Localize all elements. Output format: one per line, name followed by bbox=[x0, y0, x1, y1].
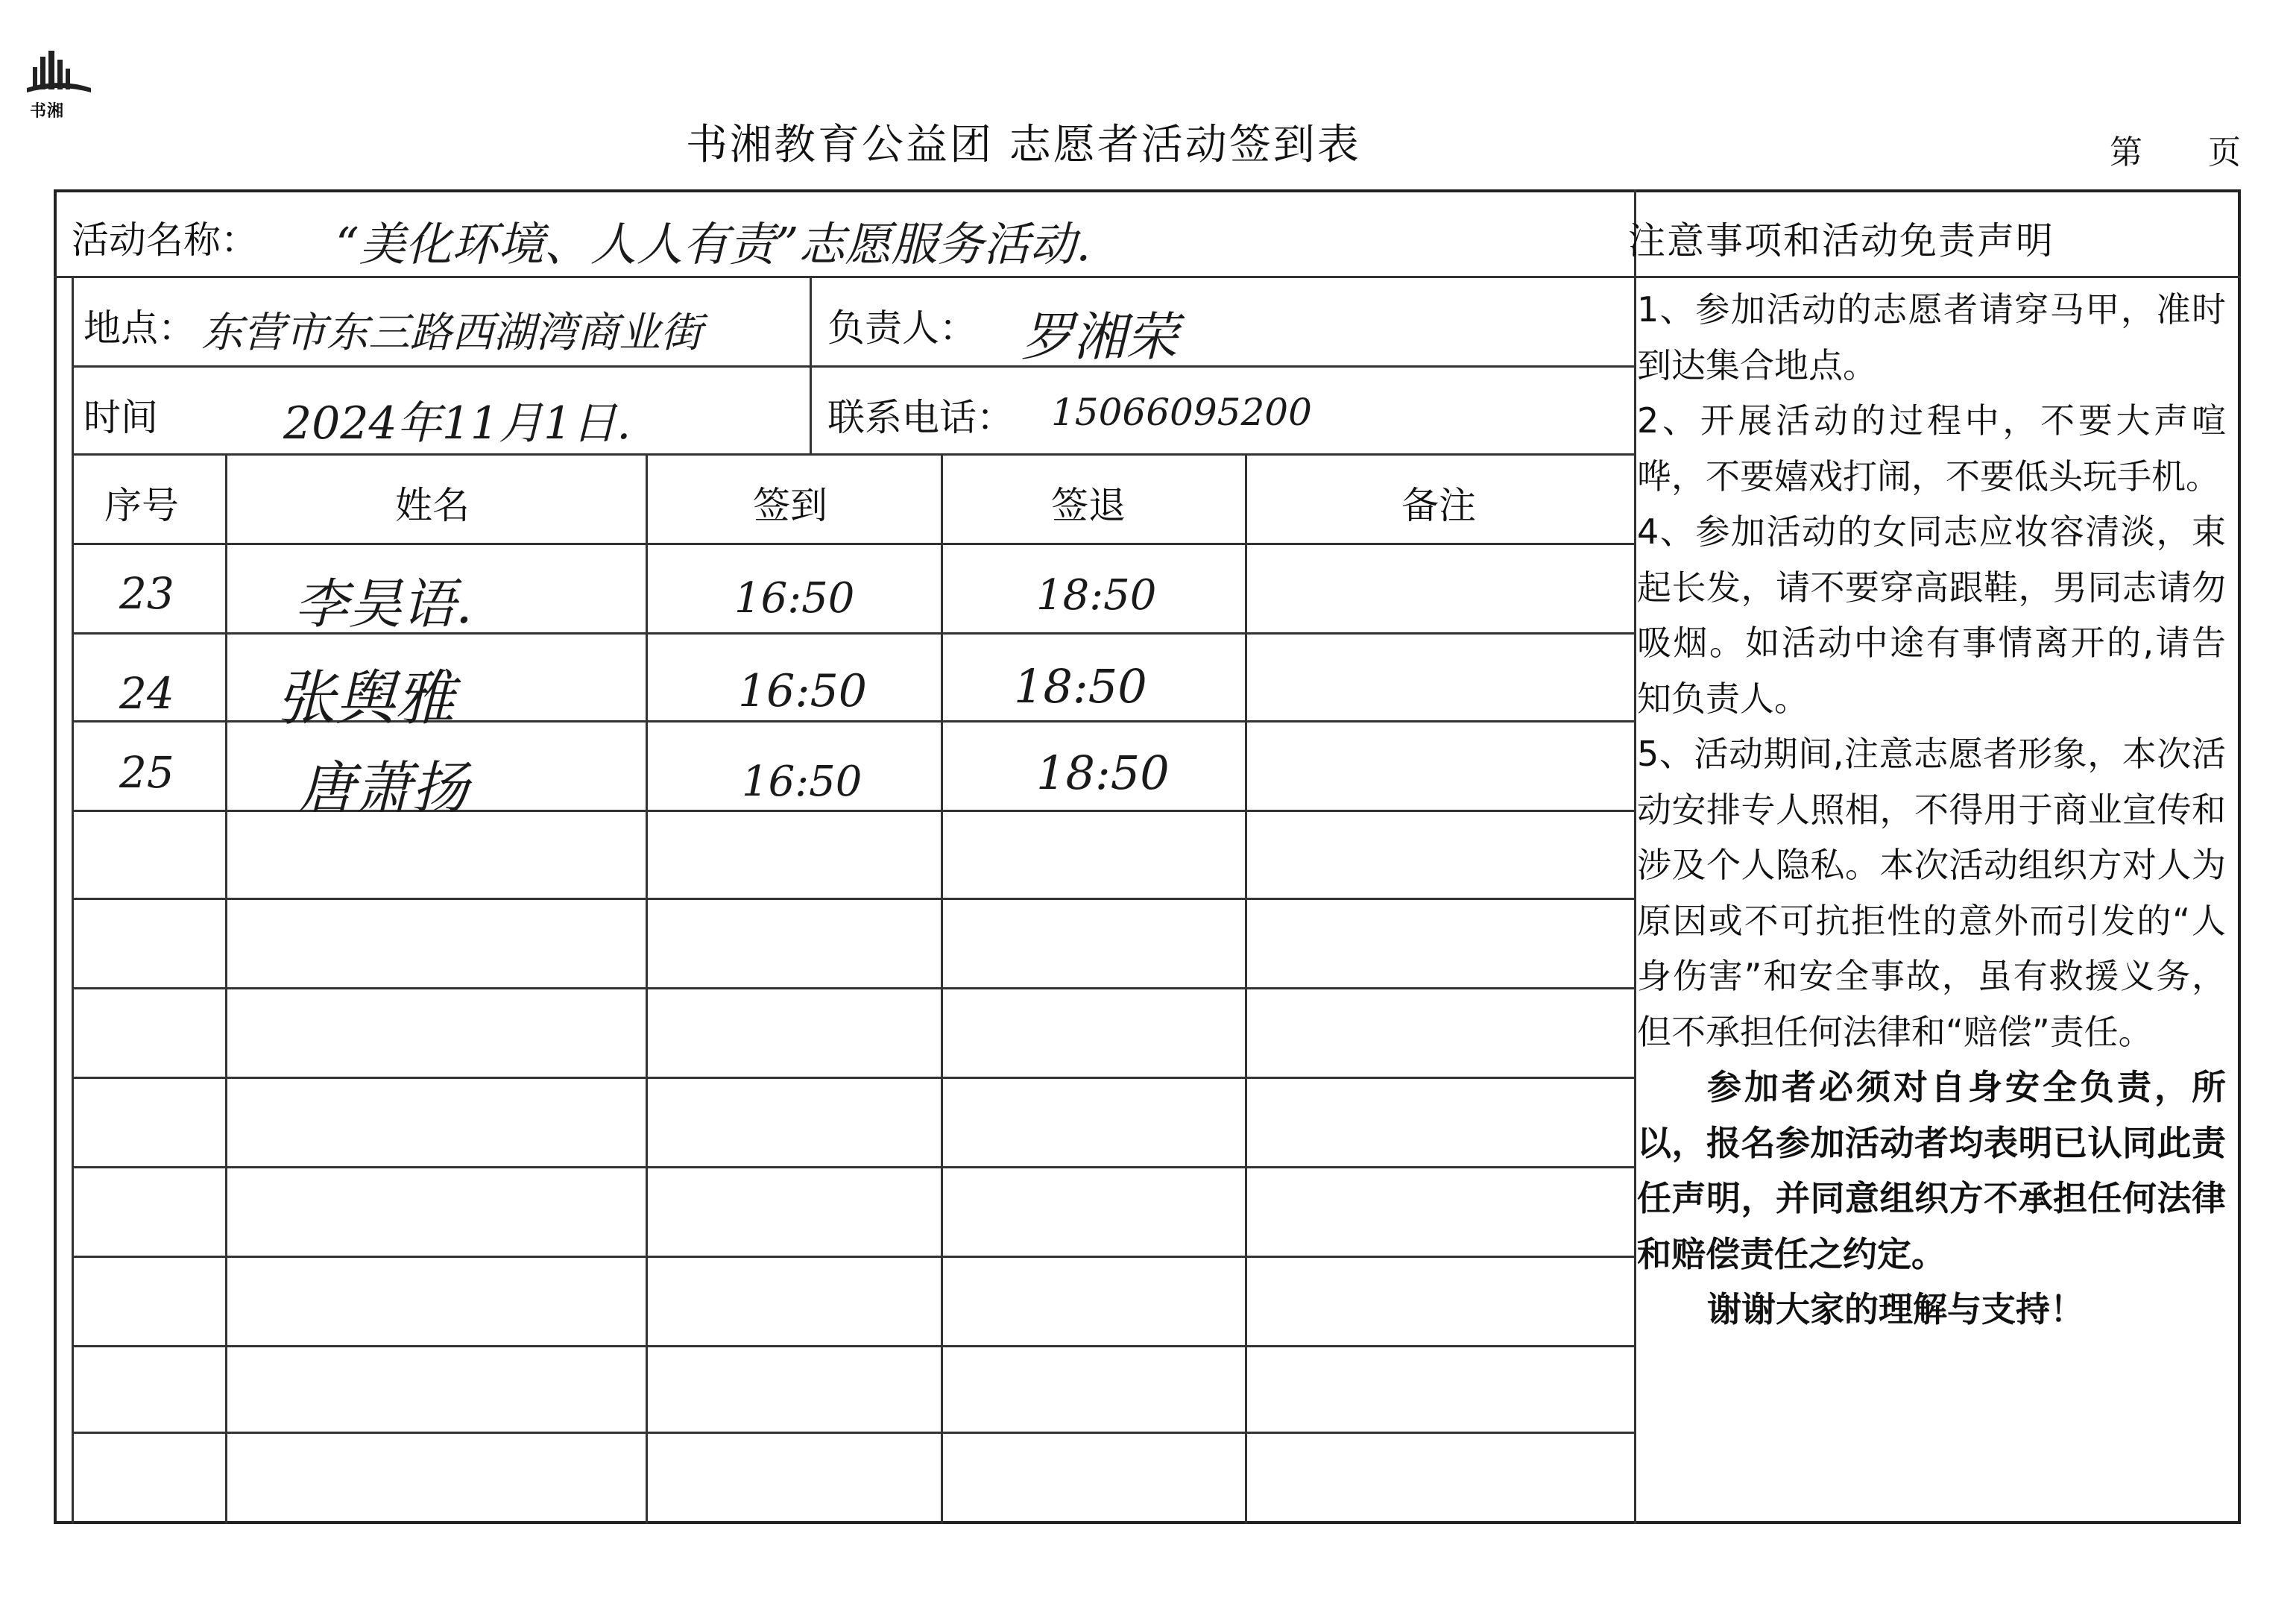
notice-title: 注意事项和活动免责声明 bbox=[1628, 219, 2054, 262]
location-value: 东营市东三路西湖湾商业街 bbox=[201, 309, 702, 357]
notice-divider bbox=[1634, 189, 1636, 1524]
location-label: 地点： bbox=[83, 306, 195, 350]
page-label-left: 第 bbox=[2110, 133, 2142, 171]
sheet-title: 书湘教育公益团 志愿者活动签到表 bbox=[686, 121, 1361, 169]
time-label: 时间 bbox=[83, 396, 158, 439]
activity-name-value: “美化环境、人人有责”志愿服务活动. bbox=[335, 217, 1091, 271]
info-line-3 bbox=[72, 453, 1636, 456]
info-line-1 bbox=[54, 276, 2241, 278]
notice-item-4: 4、参加活动的女同志应妆容清淡，束起长发，请不要穿高跟鞋，男同志请勿吸烟。如活动中途有事情离开的,请告知负责人。 bbox=[1637, 511, 2226, 719]
row-line bbox=[72, 1256, 1636, 1258]
notice-item-5: 5、活动期间,注意志愿者形象，本次活动安排专人照相，不得用于商业宣传和涉及个人隐私。本次活动组织方对人为原因或不可抗拒性的意外而引发的“人身伤害”和安全事故，虽有救援义务，但不承担任何法律和“赔偿”责任。 bbox=[1637, 734, 2226, 1052]
row-sign-out: 18:50 bbox=[1036, 571, 1157, 620]
activity-name-label: 活动名称： bbox=[72, 218, 258, 262]
notice-bold-statement: 参加者必须对自身安全负责，所以，报名参加活动者均表明已认同此责任声明，并同意组织方不承担任何法律和赔偿责任之约定。 bbox=[1637, 1067, 2226, 1274]
row-sign-out: 18:50 bbox=[1014, 659, 1147, 714]
leader-label: 负责人： bbox=[827, 306, 977, 350]
row-name: 李昊语. bbox=[294, 573, 473, 635]
notice-thanks: 谢谢大家的理解与支持！ bbox=[1707, 1289, 2084, 1329]
row-line bbox=[72, 898, 1636, 900]
header-note: 备注 bbox=[1401, 484, 1476, 527]
phone-label: 联系电话： bbox=[827, 396, 1014, 439]
header-sign-in: 签到 bbox=[753, 484, 827, 527]
notice-item-1: 1、参加活动的志愿者请穿马甲，准时到达集合地点。 bbox=[1637, 289, 2226, 385]
row-sign-in: 16:50 bbox=[734, 574, 855, 623]
row-name: 唐萧扬 bbox=[298, 755, 468, 821]
row-name: 张舆雅 bbox=[276, 664, 455, 733]
logo-mark-icon bbox=[25, 45, 92, 97]
info-line-2 bbox=[72, 365, 1636, 368]
row-sign-out: 18:50 bbox=[1036, 746, 1170, 800]
row-line bbox=[72, 543, 1636, 545]
shuxiang-logo bbox=[25, 45, 92, 127]
time-value: 2024年11月1日. bbox=[283, 397, 631, 450]
notice-item-2: 2、开展活动的过程中，不要大声喧哗，不要嬉戏打闹，不要低头玩手机。 bbox=[1637, 400, 2226, 497]
row-line bbox=[72, 987, 1636, 989]
row-sign-in: 16:50 bbox=[742, 758, 862, 806]
row-line bbox=[72, 1432, 1636, 1434]
row-sign-in: 16:50 bbox=[738, 665, 867, 717]
header-sign-out: 签退 bbox=[1051, 484, 1126, 527]
phone-value: 15066095200 bbox=[1051, 391, 1312, 434]
page-label-right: 页 bbox=[2208, 133, 2241, 171]
notice-body bbox=[1637, 282, 2226, 1338]
page-number-label bbox=[2110, 125, 2241, 173]
info-mid-divider bbox=[810, 276, 812, 453]
row-no: 25 bbox=[119, 747, 174, 798]
header-name: 姓名 bbox=[395, 484, 470, 527]
row-line bbox=[72, 1077, 1636, 1079]
row-line bbox=[72, 1166, 1636, 1168]
row-no: 24 bbox=[119, 668, 174, 719]
info-inner-left bbox=[72, 276, 74, 1524]
logo-text: 书湘 bbox=[30, 101, 65, 121]
header-no: 序号 bbox=[104, 484, 179, 527]
row-line bbox=[72, 1345, 1636, 1347]
leader-value: 罗湘荣 bbox=[1021, 306, 1178, 368]
row-no: 23 bbox=[119, 568, 174, 619]
